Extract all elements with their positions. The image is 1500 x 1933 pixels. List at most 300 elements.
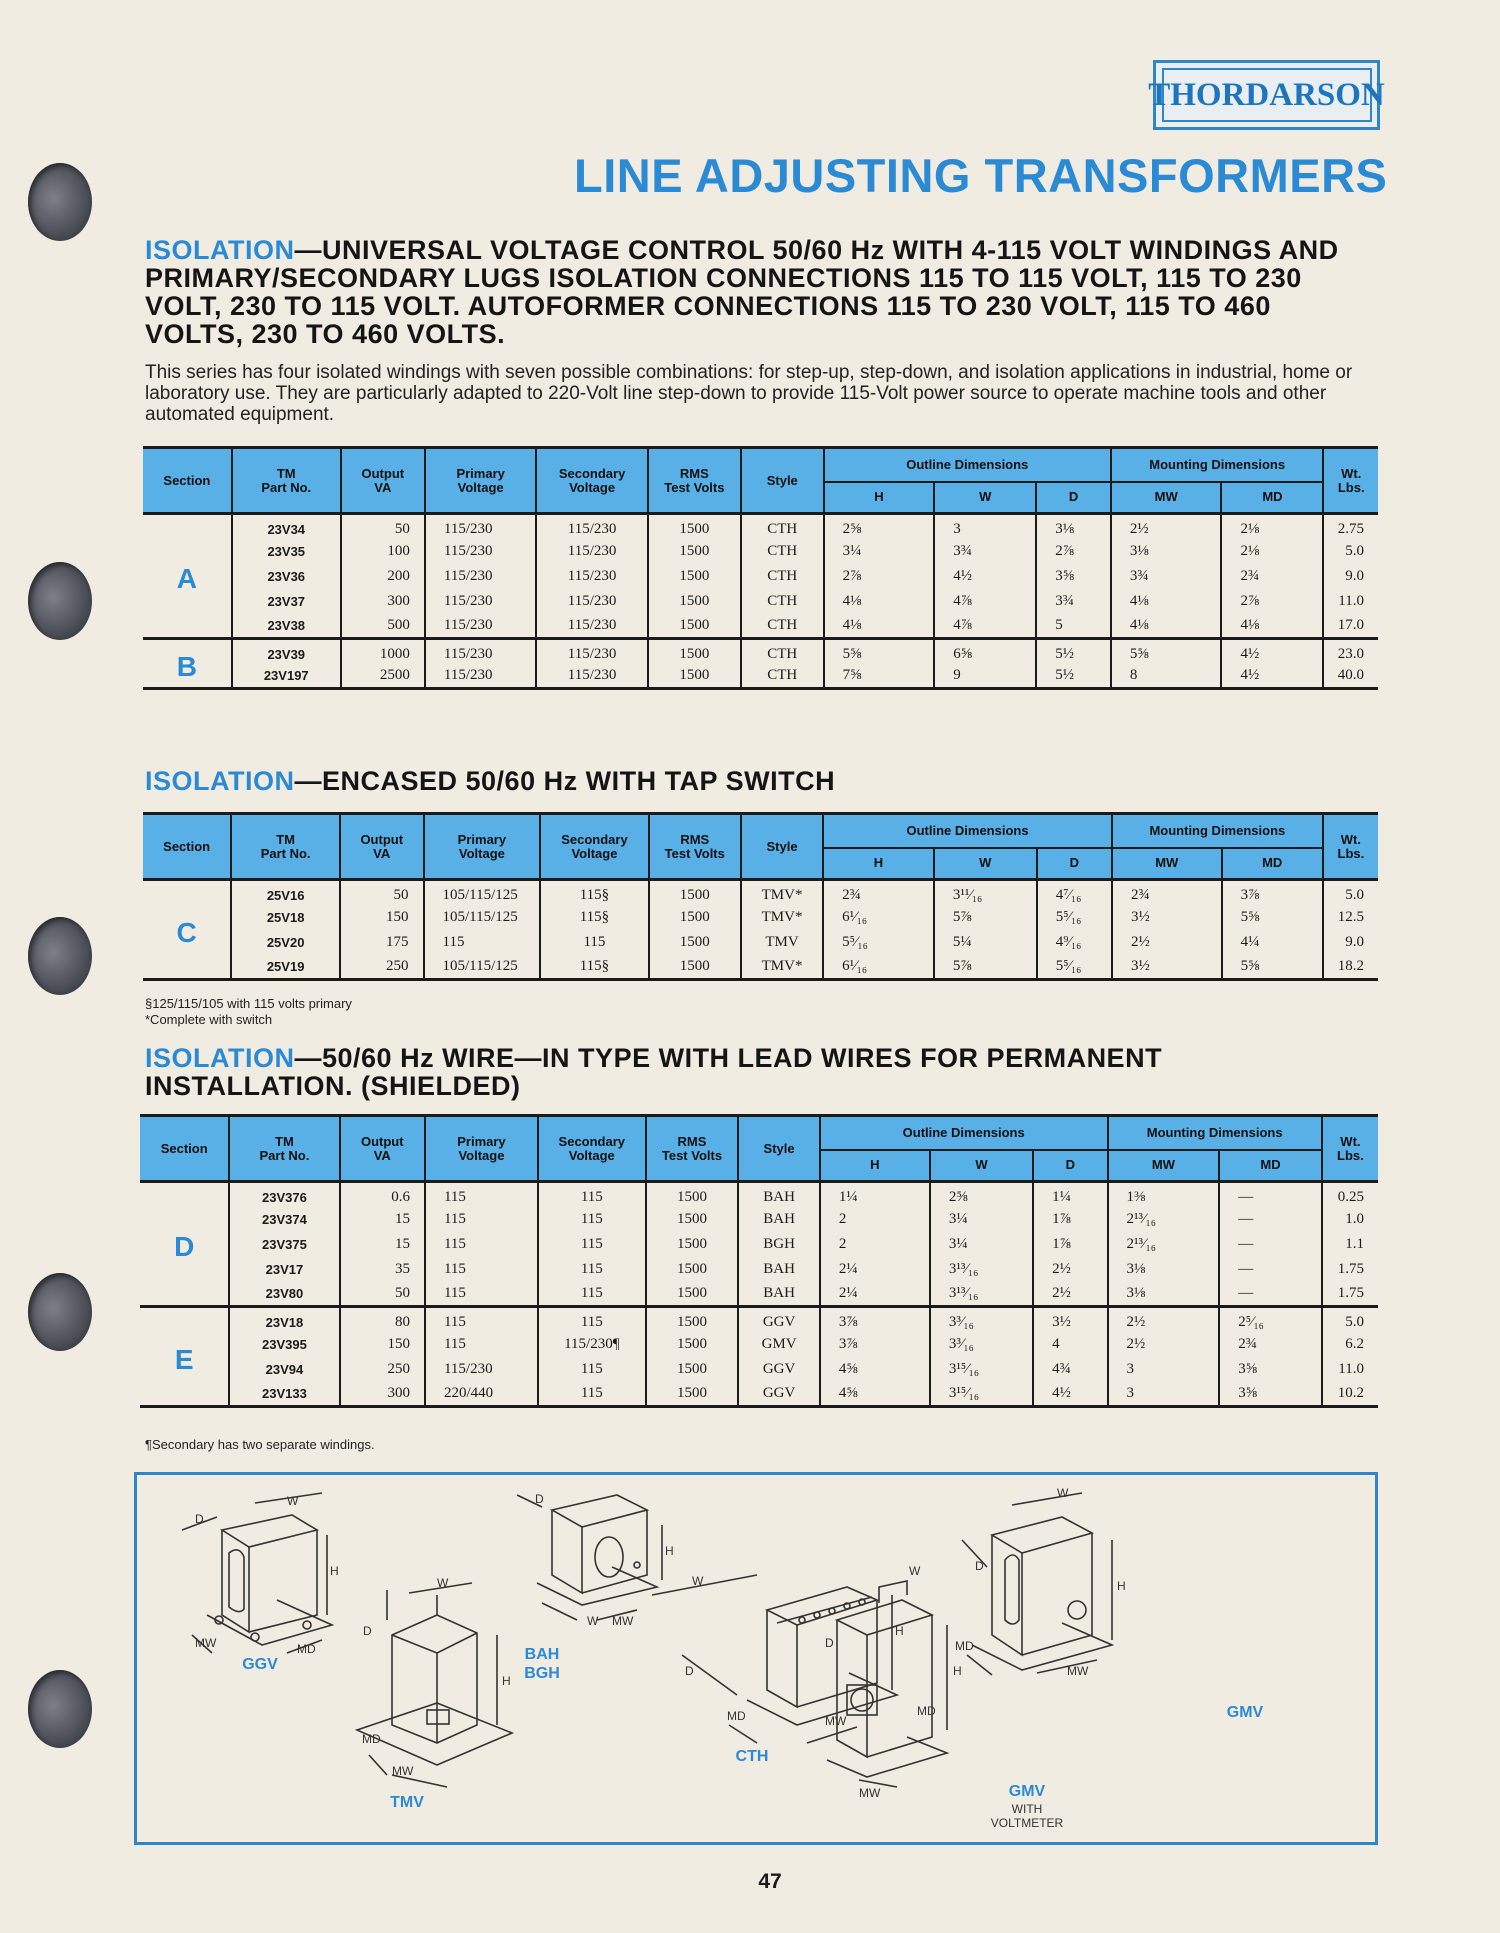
table-cell: 3½ <box>1112 905 1222 930</box>
label-gmv-voltmeter-word: VOLTMETER <box>990 1816 1064 1830</box>
gmv-dim-w: W <box>1057 1486 1069 1500</box>
table-row <box>140 1382 1378 1407</box>
header-output-va-text: VA <box>374 479 392 495</box>
table-cell: 1000 <box>341 639 425 664</box>
table-cell: 115 <box>540 930 648 955</box>
section3-lead: ISOLATION <box>145 1043 295 1073</box>
table-cell: 5½ <box>1036 664 1111 689</box>
table-cell: 1500 <box>649 880 741 905</box>
table-cell: 3¼ <box>930 1232 1033 1257</box>
gmvv-dim-d: D <box>825 1636 834 1650</box>
header-mounting-dimensions <box>1108 1116 1322 1150</box>
table-cell: CTH <box>741 614 824 639</box>
header-output-va-text: Output <box>360 1133 404 1149</box>
table-cell: 115 <box>425 1282 538 1307</box>
header-output-va <box>341 448 425 514</box>
table-cell: 23V35 <box>232 539 341 564</box>
table-cell: 1500 <box>646 1182 739 1207</box>
table-cell: BAH <box>738 1282 820 1307</box>
header-rms-test-volts <box>648 448 741 514</box>
table-cell: 23V374 <box>229 1207 339 1232</box>
table-cell: 2500 <box>341 664 425 689</box>
table-cell: 6.2 <box>1345 1335 1364 1352</box>
header-rms-test-volts <box>646 1116 739 1182</box>
table-cell: 5.0 <box>1345 887 1364 904</box>
table-cell: 1.75 <box>1337 1284 1364 1301</box>
bah-dim-w: W <box>587 1614 599 1628</box>
label-bah-bgh <box>512 1645 572 1683</box>
label-gmv-voltmeter <box>987 1782 1067 1801</box>
table-cell: TMV <box>741 930 823 955</box>
table-cell: 4⅛ <box>824 589 935 614</box>
header-section-text: Section <box>160 1140 208 1156</box>
style-drawings-box <box>134 1472 1378 1845</box>
section-letter: B <box>143 639 232 689</box>
table-cell: 4 <box>1033 1332 1107 1357</box>
dimension-labels <box>195 1486 1126 1800</box>
table-cell: 115 <box>538 1307 646 1332</box>
gmvv-dim-md: MD <box>917 1704 936 1718</box>
table-cell: 5⅝ <box>1222 905 1323 930</box>
table-cell: 2 <box>820 1207 930 1232</box>
table-cell: 1500 <box>648 514 741 539</box>
header-mounting-dimensions-text: Mounting Dimensions <box>1149 822 1286 838</box>
label-bgh: BGH <box>524 1665 560 1682</box>
section-group-e <box>140 1307 1378 1407</box>
header-style-text: Style <box>766 472 798 488</box>
header-primary-voltage-text: Voltage <box>458 1147 505 1163</box>
table-cell: 115 <box>538 1207 646 1232</box>
table-cell: CTH <box>741 639 824 664</box>
table-cell: 115 <box>425 1332 538 1357</box>
header-primary-voltage-text: Voltage <box>457 479 504 495</box>
header-secondary-voltage-text: Secondary <box>561 831 628 847</box>
header-h-text: H <box>874 489 884 505</box>
table-cell: 3¹⁵⁄₁₆ <box>930 1357 1033 1382</box>
binder-hole-2 <box>28 562 92 640</box>
table-cell: 11.0 <box>1338 592 1364 609</box>
table-cell: 175 <box>340 930 424 955</box>
header-output-va <box>340 814 424 880</box>
table-cell: 2½ <box>1033 1282 1107 1307</box>
header-style-text: Style <box>763 1140 795 1156</box>
table-cell: 2⅛ <box>1221 539 1323 564</box>
footnote-asterisk: *Complete with switch <box>145 1012 273 1027</box>
section-group-b <box>143 639 1378 689</box>
header-rms-test-volts-text: Test Volts <box>664 479 725 495</box>
table-cell: 115/230 <box>425 664 536 689</box>
table-cell: 80 <box>340 1307 425 1332</box>
table-cell: 1500 <box>646 1282 739 1307</box>
label-cth: CTH <box>735 1748 769 1765</box>
table-cell: 115§ <box>540 880 648 905</box>
header-secondary-voltage-text: Voltage <box>571 845 618 861</box>
table-cell: 4⅝ <box>820 1357 930 1382</box>
table-row <box>140 1182 1378 1207</box>
header-style <box>741 814 823 880</box>
header-rms-test-volts-text: Test Volts <box>661 1147 723 1163</box>
header-part-no-text: Part No. <box>259 1147 310 1163</box>
section-group-a <box>143 514 1378 639</box>
table-cell: 2⅞ <box>824 564 935 589</box>
table-cell: 23V375 <box>229 1232 339 1257</box>
table-cell: 7⅝ <box>824 664 935 689</box>
table-cell: 5⅝ <box>824 639 935 664</box>
table-cell: 6¹⁄₁₆ <box>823 905 934 930</box>
table-cell: 2¾ <box>1112 880 1222 905</box>
ggv-dim-mw: MW <box>195 1636 217 1650</box>
table-cell: 2¹³⁄₁₆ <box>1108 1232 1220 1257</box>
header-outline-dimensions <box>820 1116 1108 1150</box>
section-letter: A <box>143 514 232 639</box>
table-cell: CTH <box>741 589 824 614</box>
table-cell: 1.1 <box>1345 1235 1364 1252</box>
table-cell: 2½ <box>1033 1257 1107 1282</box>
table-cell: 150 <box>340 1332 425 1357</box>
header-w-text: W <box>975 1157 988 1173</box>
header-mw <box>1108 1150 1220 1182</box>
section-letter: D <box>140 1182 229 1307</box>
table-cell: 23V17 <box>229 1257 339 1282</box>
table-cell: 115/230 <box>536 614 647 639</box>
table-cell: 2⅛ <box>1221 514 1323 539</box>
header-weight-text: Wt. <box>1340 1133 1361 1149</box>
footnote-section-mark: §125/115/105 with 115 volts primary <box>145 996 352 1011</box>
tmv-dim-h: H <box>502 1674 511 1688</box>
header-h <box>820 1150 930 1182</box>
table-cell: 23.0 <box>1337 646 1364 663</box>
binder-hole-3 <box>28 917 92 995</box>
gmv-dim-md: MD <box>955 1639 974 1653</box>
table-cell: CTH <box>741 664 824 689</box>
header-mw-text: MW <box>1155 855 1179 871</box>
spec-table-wire-in <box>140 1114 1378 1408</box>
table-cell: 2¾ <box>1219 1332 1322 1357</box>
table-cell: 3⅝ <box>1219 1382 1322 1407</box>
ggv-dim-h: H <box>330 1564 339 1578</box>
header-part-no <box>232 448 341 514</box>
table-cell: 5½ <box>1036 639 1111 664</box>
table-cell: 12.5 <box>1337 908 1364 925</box>
header-h-text: H <box>870 1157 880 1173</box>
table-cell: 23V133 <box>229 1382 339 1407</box>
table-cell: 115/230¶ <box>538 1332 646 1357</box>
table-cell: 9.0 <box>1345 567 1364 584</box>
table-cell: TMV* <box>741 880 823 905</box>
table-cell: 3⅞ <box>820 1332 930 1357</box>
header-secondary-voltage <box>536 448 647 514</box>
header-primary-voltage-text: Primary <box>457 1133 506 1149</box>
header-section-text: Section <box>163 838 211 854</box>
table-cell: 40.0 <box>1337 666 1364 683</box>
table-cell: BAH <box>738 1182 820 1207</box>
table-cell: 3⅛ <box>1108 1282 1220 1307</box>
table-cell: GMV <box>738 1332 820 1357</box>
header-mw-text: MW <box>1154 489 1178 505</box>
table-cell: 5⁵⁄₁₆ <box>823 930 934 955</box>
header-section-text: Section <box>163 472 211 488</box>
table-cell: 220/440 <box>425 1382 538 1407</box>
section2-lead: ISOLATION <box>145 766 295 796</box>
table-row <box>140 1232 1378 1257</box>
header-md-text: MD <box>1262 489 1283 505</box>
table-cell: 2⅝ <box>824 514 935 539</box>
table-row <box>143 514 1378 539</box>
table-cell: 1500 <box>648 539 741 564</box>
label-gmv-with: WITH <box>1011 1802 1043 1816</box>
table-cell: 115/230 <box>425 564 536 589</box>
table-row <box>143 539 1378 564</box>
header-rms-test-volts-text: RMS <box>677 1133 707 1149</box>
table-cell: 2 <box>820 1232 930 1257</box>
section3-heading <box>145 1044 1162 1100</box>
header-d <box>1037 848 1112 880</box>
header-h-text: H <box>873 855 884 871</box>
header-output-va-text: Output <box>361 465 405 481</box>
table-cell: 35 <box>340 1257 425 1282</box>
table-cell: 23V18 <box>229 1307 339 1332</box>
table-cell: 115 <box>425 1182 538 1207</box>
table-cell: 2½ <box>1108 1332 1220 1357</box>
table-cell: 250 <box>340 955 424 980</box>
table-cell: 3½ <box>1112 955 1222 980</box>
table-cell: 5¼ <box>934 930 1037 955</box>
table-cell: 4⁹⁄₁₆ <box>1037 930 1112 955</box>
table-cell: 1⅞ <box>1033 1207 1107 1232</box>
table-cell: 300 <box>340 1382 425 1407</box>
gmvv-dim-h: H <box>953 1664 962 1678</box>
section2-heading <box>145 767 835 795</box>
table-cell: 8 <box>1111 664 1222 689</box>
table-cell: 105/115/125 <box>424 880 541 905</box>
table-cell: GGV <box>738 1382 820 1407</box>
section3-footnote: ¶Secondary has two separate windings. <box>145 1437 375 1452</box>
table-cell: 115 <box>538 1282 646 1307</box>
section1-intro: This series has four isolated windings with seven possible combinations: for step-up, step-down, and isolation applications in industrial, home or laboratory use. They are particularly adapted to 220-Volt line step-down to provide 115-Volt power source to operate machine tools and other automated equipment. <box>145 362 1353 425</box>
table-cell: 23V376 <box>229 1182 339 1207</box>
header-output-va-text: VA <box>373 1147 391 1163</box>
label-ggv: GGV <box>242 1656 278 1673</box>
table-cell: 1¼ <box>820 1182 930 1207</box>
table-cell: 115/230 <box>425 514 536 539</box>
header-rms-test-volts-text: RMS <box>680 831 710 847</box>
table-cell: 115 <box>425 1232 538 1257</box>
bah-dim-mw: MW <box>612 1614 634 1628</box>
table-cell: 5 <box>1036 614 1111 639</box>
table-cell: 5.0 <box>1345 542 1364 559</box>
header-w-text: W <box>979 489 992 505</box>
header-mounting-dimensions <box>1112 814 1323 848</box>
table-cell: 115 <box>425 1307 538 1332</box>
cth-dim-h: H <box>895 1624 904 1638</box>
header-section <box>140 1116 229 1182</box>
table-cell: 115/230 <box>425 589 536 614</box>
header-mounting-dimensions-text: Mounting Dimensions <box>1149 456 1286 472</box>
section1-heading-line-4: VOLTS, 230 TO 460 VOLTS. <box>145 319 506 349</box>
table-cell: 500 <box>341 614 425 639</box>
label-bah: BAH <box>524 1646 560 1663</box>
section1-heading-line-1 <box>145 236 1339 264</box>
table-cell: 18.2 <box>1337 957 1364 974</box>
tmv-dim-w: W <box>437 1576 449 1590</box>
header-primary-voltage <box>425 448 536 514</box>
table-cell: 2½ <box>1108 1307 1220 1332</box>
style-drawings <box>137 1475 1375 1842</box>
section1-heading-line-3: VOLT, 230 TO 115 VOLT. AUTOFORMER CONNECTIONS 115 TO 230 VOLT, 115 TO 460 <box>145 291 1271 321</box>
table-cell: 1.0 <box>1345 1210 1364 1227</box>
table-row <box>140 1207 1378 1232</box>
page-number: 47 <box>758 1870 782 1893</box>
header-primary-voltage-text: Voltage <box>458 845 505 861</box>
table-cell: 115 <box>538 1357 646 1382</box>
section3-heading-line-1 <box>145 1044 1162 1072</box>
table-cell: 1500 <box>648 589 741 614</box>
table-cell: 9.0 <box>1345 933 1364 950</box>
gmv-dim-h: H <box>1117 1579 1126 1593</box>
section-group-d <box>140 1182 1378 1307</box>
header-d <box>1036 482 1111 514</box>
section1-heading <box>145 236 1339 348</box>
header-part-no <box>229 1116 339 1182</box>
table-cell: 115 <box>538 1232 646 1257</box>
table-row <box>143 664 1378 689</box>
table-cell: 1500 <box>646 1257 739 1282</box>
table-cell: 10.2 <box>1337 1384 1364 1401</box>
cth-drawing <box>652 1575 897 1743</box>
table-cell: 2⁵⁄₁₆ <box>1219 1307 1322 1332</box>
tmv-dim-mw: MW <box>392 1764 414 1778</box>
table-cell: 1500 <box>646 1357 739 1382</box>
gmv-voltmeter-drawing <box>827 1581 947 1787</box>
table-row <box>143 880 1378 905</box>
header-outline-dimensions-text: Outline Dimensions <box>902 1124 1025 1140</box>
label-gmv-voltmeter-sub <box>977 1802 1077 1830</box>
header-primary-voltage <box>424 814 541 880</box>
table-cell: 1¼ <box>1033 1182 1107 1207</box>
header-outline-dimensions <box>823 814 1112 848</box>
header-md <box>1222 848 1323 880</box>
table-cell: 2⅞ <box>1221 589 1323 614</box>
header-d-text: D <box>1068 489 1079 505</box>
table-cell: 3¾ <box>934 539 1036 564</box>
table-cell: — <box>1219 1257 1322 1282</box>
table-cell: 4½ <box>1033 1382 1107 1407</box>
header-weight-text: Lbs. <box>1337 1147 1364 1163</box>
table-cell: 115§ <box>540 905 648 930</box>
table-cell: 23V38 <box>232 614 341 639</box>
header-w <box>934 482 1036 514</box>
gmv-dim-mw: MW <box>1067 1664 1089 1678</box>
table-cell: 115/230 <box>536 539 647 564</box>
table-cell: BAH <box>738 1207 820 1232</box>
ggv-drawing <box>182 1493 332 1653</box>
table-cell: 2¾ <box>1221 564 1323 589</box>
table-row <box>140 1332 1378 1357</box>
table-header <box>143 814 1378 880</box>
section-letter: C <box>143 880 231 980</box>
header-weight <box>1322 1116 1378 1182</box>
table-cell: 25V18 <box>231 905 340 930</box>
table-cell: 2.75 <box>1337 521 1364 538</box>
table-cell: 115/230 <box>536 589 647 614</box>
spec-table-universal <box>143 446 1378 690</box>
table-cell: 4¾ <box>1033 1357 1107 1382</box>
binder-hole-5 <box>28 1670 92 1748</box>
table-cell: 23V94 <box>229 1357 339 1382</box>
table-cell: 25V20 <box>231 930 340 955</box>
tmv-dim-d: D <box>363 1624 372 1638</box>
table-cell: 1⅞ <box>1033 1232 1107 1257</box>
table-row <box>143 614 1378 639</box>
table-cell: 200 <box>341 564 425 589</box>
table-cell: 50 <box>341 514 425 539</box>
binder-hole-1 <box>28 163 92 241</box>
section2-footnotes <box>145 996 352 1028</box>
table-cell: 5⅞ <box>934 905 1037 930</box>
header-w <box>934 848 1037 880</box>
table-cell: 4⅝ <box>820 1382 930 1407</box>
table-cell: 2½ <box>1112 930 1222 955</box>
table-cell: 1500 <box>648 564 741 589</box>
table-cell: 17.0 <box>1337 616 1364 633</box>
table-cell: 1500 <box>649 905 741 930</box>
table-cell: 4⅛ <box>824 614 935 639</box>
table-cell: CTH <box>741 539 824 564</box>
table-cell: TMV* <box>741 905 823 930</box>
header-primary-voltage <box>425 1116 538 1182</box>
header-w-text: W <box>979 855 992 871</box>
table-cell: 4⁷⁄₁₆ <box>1037 880 1112 905</box>
header-style <box>741 448 824 514</box>
table-cell: 115/230 <box>425 639 536 664</box>
header-style-text: Style <box>766 838 798 854</box>
table-cell: 2⅞ <box>1036 539 1111 564</box>
header-mw <box>1111 482 1222 514</box>
table-cell: 3¹¹⁄₁₆ <box>934 880 1037 905</box>
table-cell: 3⅛ <box>1108 1257 1220 1282</box>
table-cell: 3 <box>1108 1357 1220 1382</box>
section3-heading-line-2: INSTALLATION. (SHIELDED) <box>145 1071 521 1101</box>
header-part-no-text: TM <box>275 1133 294 1149</box>
label-gmv: GMV <box>1226 1704 1264 1721</box>
header-h <box>823 848 934 880</box>
table-cell: 115 <box>538 1182 646 1207</box>
page-title: LINE ADJUSTING TRANSFORMERS <box>574 149 1388 202</box>
bah-dim-d: D <box>535 1492 544 1506</box>
header-part-no <box>231 814 340 880</box>
table-cell: BGH <box>738 1232 820 1257</box>
table-cell: — <box>1219 1232 1322 1257</box>
header-output-va-text: VA <box>373 845 391 861</box>
header-d-text: D <box>1065 1157 1076 1173</box>
table-cell: 2¼ <box>820 1282 930 1307</box>
section3-heading-text-1: —50/60 Hz WIRE—IN TYPE WITH LEAD WIRES FOR PERMANENT <box>294 1043 1163 1073</box>
header-primary-voltage-text: Primary <box>456 465 505 481</box>
section2-heading-text: —ENCASED 50/60 Hz WITH TAP SWITCH <box>294 766 836 796</box>
table-cell: GGV <box>738 1357 820 1382</box>
table-cell: 115 <box>425 1257 538 1282</box>
table-cell: 23V80 <box>229 1282 339 1307</box>
table-cell: 5⁵⁄₁₆ <box>1037 955 1112 980</box>
table-cell: 1.75 <box>1337 1260 1364 1277</box>
table-cell: 3⅛ <box>1036 514 1111 539</box>
table-cell: 115 <box>538 1257 646 1282</box>
cth-dim-d: D <box>685 1664 694 1678</box>
section1-heading-line-2: PRIMARY/SECONDARY LUGS ISOLATION CONNECTIONS 115 TO 115 VOLT, 115 TO 230 <box>145 263 1302 293</box>
label-gmv-voltmeter-title: GMV <box>1008 1783 1046 1800</box>
table-cell: 115/230 <box>536 514 647 539</box>
gmv-dim-d: D <box>975 1559 984 1573</box>
